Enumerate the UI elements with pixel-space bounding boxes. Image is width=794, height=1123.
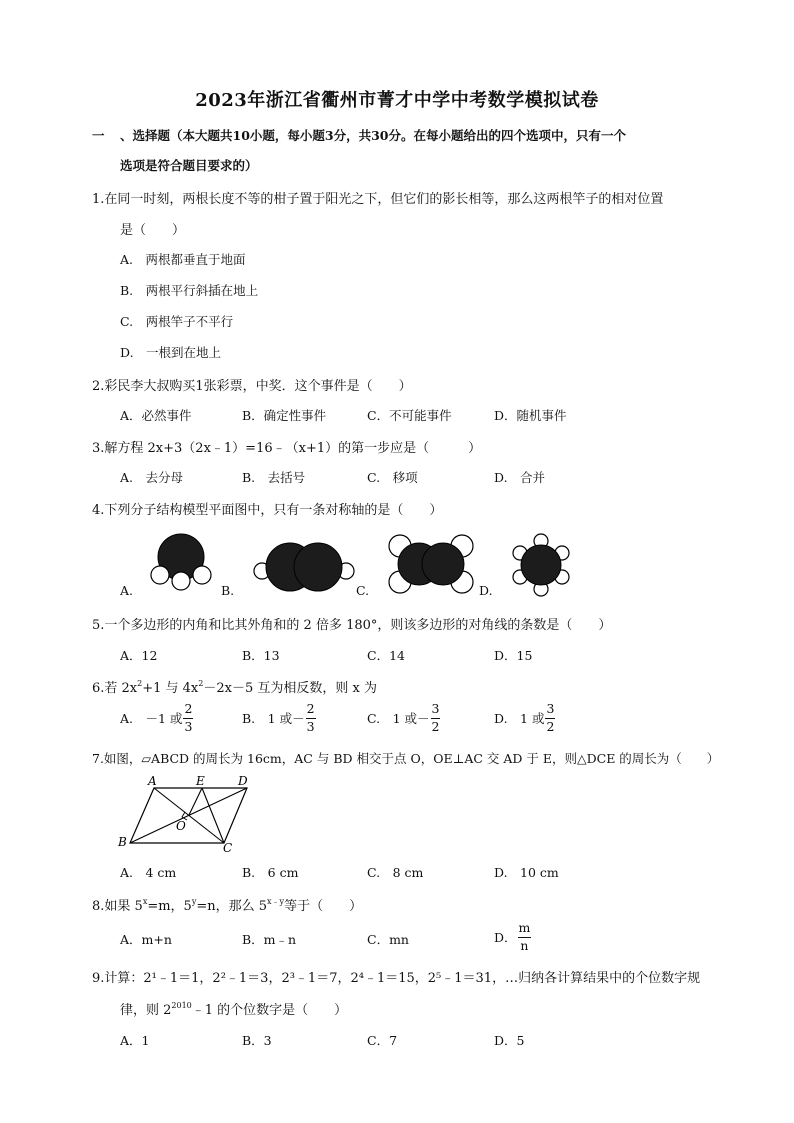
q3-option-b: B. 去括号 <box>242 470 306 485</box>
q6-option-c-fraction <box>431 703 441 733</box>
q7-option-c: C. 8 cm <box>367 865 424 880</box>
q1-stem: 1.在同一时刻，两根长度不等的柑子置于阳光之下，但它们的影长相等，那么这两根竿子的相对位置 <box>92 192 664 207</box>
q8-option-c: C．mn <box>367 932 409 947</box>
q8-stem-part-b: =m，5 <box>147 899 192 914</box>
q6-option-a-denominator: 3 <box>184 718 193 734</box>
q8-stem-part-d: 等于（ ） <box>284 899 363 914</box>
q5-option-c: C．14 <box>367 648 405 663</box>
q7-option-a: A. 4 cm <box>120 865 177 880</box>
q7-option-d: D. 10 cm <box>494 865 559 880</box>
vertex-label-b: B <box>118 835 127 849</box>
q7-stem: 7.如图，▱ABCD 的周长为 16cm，AC 与 BD 相交于点 O，OE⊥AC 交 AD 于 E，则△DCE 的周长为（ ） <box>92 751 720 766</box>
q6-stem-part-a: 6.若 2x <box>92 681 138 696</box>
q8-option-b: B．m﹣n <box>242 932 297 947</box>
q8-stem-part-a: 8.如果 5 <box>92 899 143 914</box>
q8-option-d-numerator: m <box>518 922 532 938</box>
q6-option-b <box>242 703 316 733</box>
q1-option-c: C. 两根竿子不平行 <box>120 314 234 329</box>
q6-option-d-label: D. 1 或 <box>494 711 545 726</box>
q1-option-b: B. 两根平行斜插在地上 <box>120 283 259 298</box>
section-label: 一 <box>92 128 105 143</box>
q9-option-c: C．7 <box>367 1033 398 1048</box>
molecule-a-atom-left <box>151 566 169 584</box>
q9-stem-line1: 9.计算：2¹﹣1＝1，2²﹣1＝3，2³﹣1＝7，2⁴﹣1＝15，2⁵﹣1＝31，…归纳各计算结果中的个位数字规 <box>92 971 701 986</box>
q8-exponent-y: y <box>191 897 197 906</box>
q3-option-c: C. 移项 <box>367 470 418 485</box>
q6-option-a-numerator: 2 <box>183 703 193 719</box>
q9-stem-line2-part-a: 律，则 2 <box>120 1003 172 1018</box>
q8-stem-part-c: =n，那么 5 <box>196 899 268 914</box>
q6-option-d-fraction <box>545 703 555 733</box>
q6-exponent-2: 2 <box>198 679 204 688</box>
q7-option-b: B. 6 cm <box>242 865 299 880</box>
q8-exponent-x: x <box>142 897 148 906</box>
q1-option-d: D. 一根到在地上 <box>120 345 222 360</box>
molecule-b-atom-center-right <box>294 543 342 591</box>
q9-option-a: A．1 <box>120 1033 150 1048</box>
q6-option-a-fraction <box>183 703 193 733</box>
q1-option-a: A. 两根都垂直于地面 <box>120 252 246 267</box>
q4-option-c: C. <box>356 583 370 598</box>
q9-exponent: 2010 <box>171 1001 192 1010</box>
q2-option-d: D．随机事件 <box>494 408 567 423</box>
q8-option-d-label: D． <box>494 930 517 945</box>
q4-option-b: B. <box>221 583 235 598</box>
q3-stem: 3.解方程 2x+3（2x﹣1）=16﹣（x+1）的第一步应是（ ） <box>92 441 482 456</box>
molecule-a-atom-right <box>193 566 211 584</box>
q9-stem-line2-part-b: ﹣1 的个位数字是（ ） <box>191 1003 348 1018</box>
q7-parallelogram-figure <box>112 775 258 855</box>
q8-option-d-fraction <box>518 922 532 952</box>
vertex-label-d: D <box>238 775 248 788</box>
q9-stem-line2 <box>120 999 347 1018</box>
section-instructions-cont: 选项是符合题目要求的） <box>120 158 258 173</box>
page-title: 2023年浙江省衢州市菁才中学中考数学模拟试卷 <box>195 90 599 111</box>
q8-option-a: A．m+n <box>120 932 172 947</box>
q8-exponent-xy: x﹣y <box>267 897 285 906</box>
q6-option-d-numerator: 3 <box>545 703 555 719</box>
vertex-label-a: A <box>148 775 157 788</box>
q6-option-d-denominator: 2 <box>546 718 555 734</box>
q6-option-c-numerator: 3 <box>431 703 441 719</box>
molecule-d-figure <box>508 532 574 598</box>
molecule-a-figure <box>148 530 214 594</box>
q2-option-b: B．确定性事件 <box>242 408 327 423</box>
segment-oe <box>189 788 202 815</box>
molecule-b-figure <box>252 540 356 592</box>
q6-option-b-numerator: 2 <box>306 703 316 719</box>
point-label-e: E <box>196 775 205 788</box>
q6-option-a-label: A. －1 或 <box>120 711 183 726</box>
q5-option-a: A．12 <box>120 648 158 663</box>
q5-option-d: D．15 <box>494 648 533 663</box>
q3-option-a: A. 去分母 <box>120 470 184 485</box>
q3-option-d: D. 合并 <box>494 470 546 485</box>
q6-option-b-fraction <box>306 703 316 733</box>
q8-stem <box>92 895 362 914</box>
point-label-o: O <box>176 819 186 833</box>
q2-stem: 2.彩民李大叔购买1张彩票，中奖．这个事件是（ ） <box>92 379 412 394</box>
q6-stem-part-c: －2x－5 互为相反数，则 x 为 <box>203 681 377 696</box>
q6-option-b-label: B. 1 或－ <box>242 711 305 726</box>
q6-exponent-1: 2 <box>137 679 143 688</box>
q4-stem: 4.下列分子结构模型平面图中，只有一条对称轴的是（ ） <box>92 503 443 518</box>
q6-stem <box>92 677 377 696</box>
q2-option-c: C．不可能事件 <box>367 408 452 423</box>
q6-option-d <box>494 703 555 733</box>
q4-option-d: D. <box>479 583 493 598</box>
q8-option-d <box>494 922 531 952</box>
q6-option-a <box>120 703 193 733</box>
vertex-label-c: C <box>223 841 233 855</box>
q5-option-b: B．13 <box>242 648 280 663</box>
q1-stem-cont: 是（ ） <box>120 223 186 238</box>
q6-option-c <box>367 703 440 733</box>
q6-option-b-denominator: 3 <box>306 718 315 734</box>
q9-option-b: B．3 <box>242 1033 272 1048</box>
diagonal-bd <box>130 788 247 843</box>
q6-option-c-denominator: 2 <box>431 718 440 734</box>
q6-option-c-label: C. 1 或－ <box>367 711 430 726</box>
section-instructions: 、选择题（本大题共10小题，每小题3分，共30分。在每小题给出的四个选项中，只有一个 <box>120 128 626 143</box>
q2-option-a: A．必然事件 <box>120 408 192 423</box>
q5-stem: 5.一个多边形的内角和比其外角和的 2 倍多 180°，则该多边形的对角线的条数是（ ） <box>92 618 612 633</box>
q6-stem-part-b: +1 与 4x <box>142 681 199 696</box>
q4-option-a: A. <box>120 583 134 598</box>
molecule-c-atom-center-right <box>422 543 464 585</box>
molecule-c-figure <box>386 533 476 595</box>
molecule-d-center-atom <box>521 545 561 585</box>
q8-option-d-denominator: n <box>520 937 529 953</box>
molecule-a-atom-bottom <box>172 572 190 590</box>
q9-option-d: D．5 <box>494 1033 525 1048</box>
